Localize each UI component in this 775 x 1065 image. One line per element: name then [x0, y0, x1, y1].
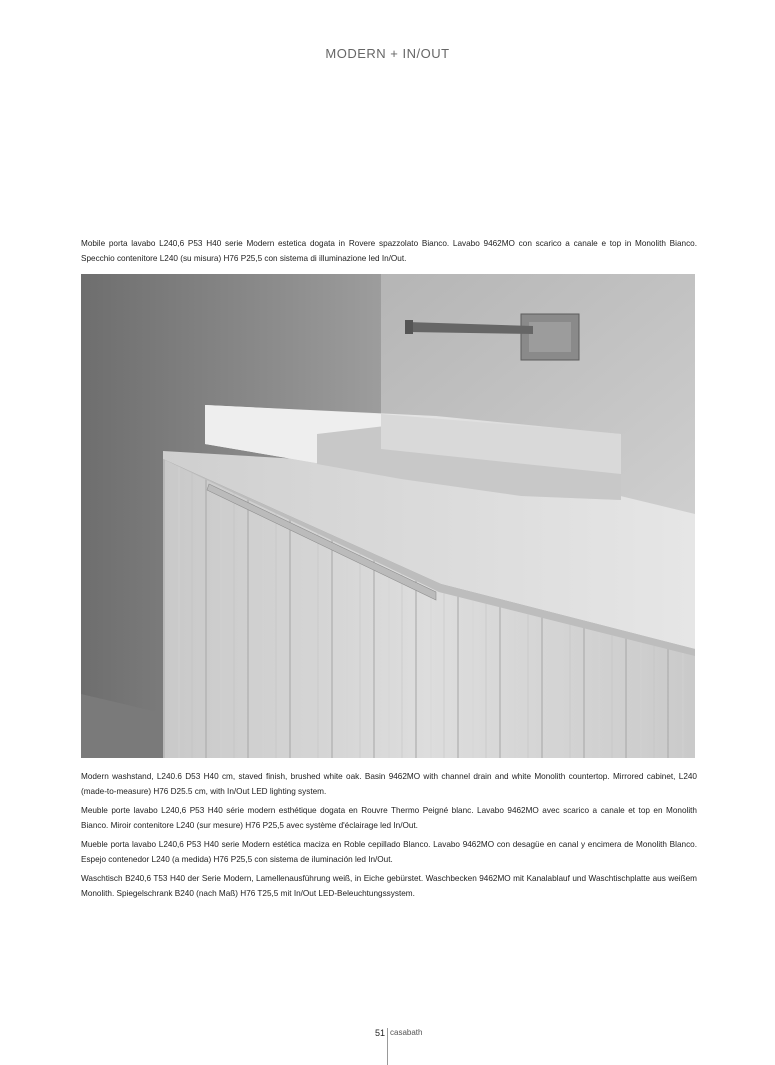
- footer-divider: [387, 1028, 388, 1065]
- caption-french: Meuble porte lavabo L240,6 P53 H40 série modern esthétique dogata en Rouvre Thermo Peigné blanc. Lavabo 9462MO avec scarico a canale et top en Monolith Bianco. Miroir contenitore L240 (sur mesure) H76 P25,5 avec système d'éclairage led In/Out.: [81, 806, 697, 830]
- caption-spanish: Mueble porta lavabo L240,6 P53 H40 serie Modern estética maciza en Roble cepillado Blanco. Lavabo 9462MO con desagüe en canal y encimera de Monolith Blanco. Espejo contenedor L240 (a medida) H76 P25,5 con sistema de iluminación led In/Out.: [81, 840, 697, 864]
- page-number: 51: [374, 1028, 385, 1038]
- caption-german: Waschtisch B240,6 T53 H40 der Serie Modern, Lamellenausführung weiß, in Eiche gebürstet. Waschbecken 9462MO mit Kanalablauf und Waschtischplatte aus weißem Monolith. Spiegelschrank B240 (nach Maß) H76 T25,5 mit In/Out LED-Beleuchtungssystem.: [81, 874, 697, 898]
- caption-english: Modern washstand, L240.6 D53 H40 cm, staved finish, brushed white oak. Basin 9462MO with channel drain and white Monolith countertop. Mirrored cabinet, L240 (made-to-measure) H76 D25.5 cm, with In/Out LED lighting system.: [81, 772, 697, 796]
- caption-block: [81, 770, 697, 906]
- brand-name: casabath: [390, 1028, 423, 1037]
- caption-italian: Mobile porta lavabo L240,6 P53 H40 serie Modern estetica dogata in Rovere spazzolato Bianco. Lavabo 9462MO con scarico a canale e top in Monolith Bianco. Specchio contenitore L240 (su misura) H76 P25,5 con sistema di illuminazione led In/Out.: [81, 239, 697, 263]
- product-photo: [81, 274, 695, 758]
- section-title: MODERN + IN/OUT: [325, 46, 450, 61]
- page-footer: [0, 1028, 775, 1065]
